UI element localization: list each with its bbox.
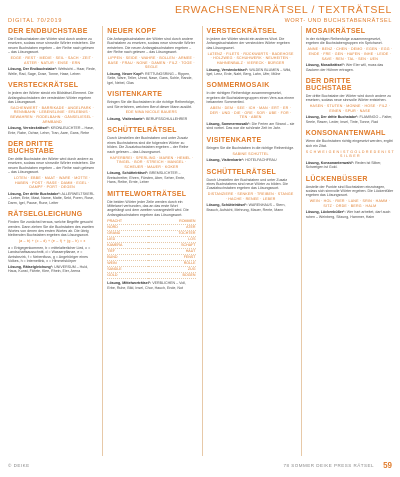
section-title: VISITENKARTE — [107, 91, 163, 99]
pair-right: ROLLE — [148, 261, 195, 267]
instructions: Wenn die Buchstaben richtig eingesetzt werden, ergibt sich ein Zitat. — [305, 139, 393, 148]
solution-text: WILDEN BLUMEN – Wild, Igel, Lenz, Erde, Naht, Berg, Lahn, Ufer, Mühe — [206, 67, 292, 76]
section-title: VERSTECKRÄTSEL — [8, 82, 79, 90]
solution-label: Lösung, Visitenkarte¹: — [107, 117, 145, 122]
solution-label: Lösung, Der Endbuchstabe¹: — [8, 67, 58, 72]
section-body — [8, 220, 96, 238]
puzzle-words: ANNE · BENZ · CHEN · DEMO · EGEN · EGG · ENDE · FRE · GEN · HAFEN · INHE · LEIDE · SAVE · REN · TAL · SEN · UEN — [307, 47, 393, 61]
table-row — [107, 273, 195, 279]
solution — [207, 203, 295, 212]
pair-left: WEIN — [107, 261, 148, 267]
instructions: Bringen Sie die Buchstaben in die richtige Reihenfolge, und Sie erfahren, welchen Beruf dieser Mann ausübt. — [107, 100, 195, 109]
section-title: DER ENDBUCHSTABE — [8, 28, 88, 35]
puzzle-section — [207, 137, 295, 163]
puzzle-section — [107, 191, 195, 290]
solution — [8, 192, 96, 205]
instructions: In der richtigen Reihenfolge zusammengesetzt, ergeben die Buchstabengruppen ein Sprichwort. — [305, 37, 383, 46]
puzzle-section — [8, 141, 96, 205]
solution-text: Weltsicht – Haar, Rede, Welle, Rad, Sage, Dose, Tonne, Hase, Leben — [8, 67, 96, 76]
solution-label: Lösung, Konsonantenwahl¹: — [305, 160, 355, 165]
solution-text: RETTUNGSRING – Rippen, Seile, Ware, Teller, Unrat, Nase, Gans, Sohle, Rande, Igel, Nebel, Glas — [107, 71, 193, 85]
puzzle-words: SACHENWERT · BARRIKADE · ANGELPARK · RENNBAHN · LEBENSLINIE · ERLEBNIS · BEWAHREN · RODELBAHN · GÄNSELIESEL · ARMBAND — [10, 105, 94, 124]
section-title: SCHÜTTELRÄTSEL — [206, 168, 277, 176]
pair-left: PRACHT — [107, 219, 148, 225]
puzzle-section — [207, 82, 295, 130]
puzzle-section — [8, 82, 96, 135]
solution — [107, 171, 195, 184]
word-pairs-table — [107, 219, 195, 279]
pair-left: GRAND — [107, 231, 148, 237]
section-title: MITTELWORTRÄTSEL — [107, 190, 187, 198]
copyright: © DEIKE — [8, 463, 30, 468]
page-footer — [8, 461, 392, 471]
solution — [306, 63, 394, 72]
solution — [8, 265, 96, 274]
section-title: KONSONANTENWAHL — [305, 130, 386, 138]
solution — [107, 117, 195, 121]
solution-text: Die Ferien am Strand – sie sind vorbei. Das war die schönste Zeit im Jahr. — [206, 121, 295, 131]
pair-left: NORD — [107, 225, 148, 231]
solution — [107, 281, 195, 290]
publication-label: 78 SOMMER DEIKE PRESS RÄTSEL — [283, 463, 374, 468]
puzzle-words: WEIN · HOL · RIER · LANE · SRIN · HAMM · SITZ · ORDE · BERG · HALM — [309, 199, 391, 208]
solution-text: VERBLICHEN – Voll, Erbe, Ruhe, Bild, Insel, Chor, Hauch, Ende, Not — [107, 281, 186, 290]
solution — [207, 158, 295, 162]
instructions: In jedem der Wörter steckt ein anderes Wort. Die Anfangsbuchstaben der versteckten Wörter ergeben das Lösungswort. — [206, 37, 290, 50]
pair-right: TOCHTER — [148, 231, 195, 237]
definitions-text: a = Entgegenkommen, b = mittelalterlicher Lied, c = Landschaftsausschnitt, d = Wasserpflanze, e = Amtsbezirk, f = Nebenfluss, g = Angehöriger eines Volkes, h = Internetlink, x = Himmelskörper — [8, 245, 91, 264]
solution-label: Lösung, Der dritte Buchstabe¹: — [8, 191, 61, 196]
section-body — [8, 157, 96, 175]
section-body — [306, 185, 394, 198]
solution-label: Lösung, Mittelworträtsel¹: — [107, 281, 152, 286]
instructions: Die Anfangsbuchstaben der Wörter sind durch andere Buchstaben zu ersetzen, sodass neue sinnvolle Wörter entstehen. Die neuen Anfangsbuchstaben ergeben – der Reihe nach gelesen – das Lösungswort. — [107, 37, 195, 55]
page-header — [8, 4, 392, 26]
solution-text: UNIVERSUM – Huld, Haus, Kunst, Fährte, Klee, Rhein, Eier, Arena — [8, 265, 89, 274]
pair-left: LIED — [107, 237, 148, 243]
page-number: 59 — [383, 461, 392, 470]
solution-text: ALLERWELTSKERL – Leber, Ente, Mast, Name, Matte, Sekt, Poren, Rose, Darm, Igel, Pause, Rune, Leiter — [8, 191, 95, 205]
section-title: DER DRITTE BUCHSTABE — [8, 141, 55, 156]
category-label: WORT- UND BUCHSTABENRÄTSEL — [284, 18, 392, 24]
pair-right: SCHAFT — [148, 243, 195, 249]
solution-label: Lösung, Der dritte Buchstabe¹: — [305, 115, 359, 120]
solution — [207, 68, 295, 77]
section-title: SOMMERMOSAIK — [206, 82, 270, 90]
section-body — [107, 100, 195, 109]
section-body — [207, 178, 295, 191]
puzzle-section — [107, 127, 195, 184]
solution — [207, 122, 295, 131]
pair-left: BUND — [107, 255, 148, 261]
puzzle-words: EDGE · REST · MEDIE · SEIL · SACH · ZEIT · ASTER · NATUR · ENSE · ERN — [10, 56, 94, 65]
column-1 — [8, 26, 96, 456]
puzzle-section — [8, 211, 96, 274]
column-3 — [202, 26, 295, 456]
section-title: NEUER KOPF — [107, 28, 157, 35]
column-4 — [301, 26, 394, 456]
pair-right: HAUT — [148, 249, 195, 255]
section-body — [107, 136, 195, 154]
section-title: SCHÜTTELRÄTSEL — [107, 127, 177, 135]
puzzle-words: LIPPEN · SEIDE · WAHRE · BOLLEN · ARMEE · BASE · FRAU · NONE · DAMEN · FILZ · TOGE · SEGLE — [108, 56, 195, 70]
section-body — [306, 139, 394, 148]
solution-text: WARENHAUS – Stern, Brauch, Aufsicht, Mehrung, Mauer, Rente, Mann — [206, 203, 286, 212]
puzzle-section — [306, 130, 394, 169]
puzzle-words: LOTEN · EBBE · MAAT · WARE · MOTTE · HABEN · POST · RASE · DAMM · EGEL · DAMPF · PORT · DEGEN — [13, 176, 91, 190]
solution-label: Lösung, Versteckrätsel¹: — [8, 126, 50, 131]
definitions — [8, 246, 96, 264]
solution-label: Lösung, Neuer Kopf¹: — [107, 71, 144, 76]
solution — [8, 67, 96, 76]
puzzle-words: S C H W E I G E N I S T G O L D R E D E N I S T S I L B E R — [305, 149, 394, 159]
solution-label: Lösung, Schüttelrätsel¹: — [107, 171, 149, 176]
section-title: RÄTSELGLEICHUNG — [8, 211, 83, 219]
section-title: VERSTECKRÄTSEL — [206, 28, 277, 35]
instructions: Der dritte Buchstabe der Wörter wird durch andere zu ersetzen, sodass neue sinnvolle Wörter entstehen. Die neuen Buchstaben ergeben – der Reihe nach gelesen – das Lösungswort. — [8, 157, 96, 175]
instructions: Anstelle der Punkte sind Buchstaben einzutragen, sodass sich sinnvolle Wörter ergeben. Die Lückenfüller ergeben das Lösungswort. — [305, 184, 394, 198]
instructions: Bringen Sie die Buchstaben in die richtige Reihenfolge. — [206, 145, 295, 150]
solution-label: Lösung, Visitenkarte¹: — [206, 158, 245, 163]
puzzle-section — [107, 91, 195, 121]
solution-label: Lösung, Schüttelrätsel¹: — [206, 203, 248, 208]
column-2 — [102, 26, 195, 456]
section-body — [207, 37, 295, 50]
puzzle-section — [107, 28, 195, 85]
pair-left: SANDLE — [107, 267, 148, 273]
section-body — [107, 200, 195, 218]
section-body — [107, 37, 195, 55]
section-body — [207, 146, 295, 150]
solution-text: KRONLEUCHTER – Hase, Ente, Rabe, Ochse, Lehm, Tran, Aare, Gans, Rebe — [8, 126, 94, 135]
puzzle-words: HASEN · STUTEN · MONNE · HOSE · FILZ · EINEN · SPUR · NASE — [309, 104, 391, 113]
puzzle-columns — [8, 26, 394, 456]
pair-right: ZUG — [148, 267, 195, 273]
puzzle-section — [207, 169, 295, 213]
pair-right: LOS — [148, 237, 195, 243]
instructions: In der richtigen Reihenfolge zusammengesetzt, ergeben die Buchstabengruppen einen Vers aus einem bekannten Sommerlied. — [206, 91, 295, 105]
pair-left: KAMERA — [107, 243, 148, 249]
puzzle-section — [207, 28, 295, 76]
instructions: Die Endbuchstaben der Wörter sind durch andere zu ersetzen, sodass neue sinnvolle Wörter entstehen. Die neuen Buchstaben ergeben – der Reihe nach gelesen – das Lösungswort. — [8, 37, 96, 55]
solution-text: HOTELFACHFRAU — [245, 158, 277, 163]
puzzle-words: (a – b) + (c – d) + (e – f) + (g – h) = x — [18, 239, 86, 244]
pair-left: TIEF — [107, 249, 148, 255]
issue-label: DIGITAL 70/2019 — [8, 18, 63, 24]
puzzle-words: ABEN · DEM · SEE · ICH · MAN · ERT · ER · DER · UND · DIE · ORE · SOR · UBE · FOR · TEN · ABEN — [209, 106, 292, 120]
solution-label: Lösung, Lückenbüßer¹: — [305, 210, 346, 215]
puzzle-words: LATENZ · FILETS · RÜCKWÄRTS · BADEHOSE · HOLZWEG · SCHUHWERK · NEUHEITEN · HAHNENBALZ · VIERECK · BÜRGER — [207, 51, 294, 65]
pair-right: ROMMEN — [148, 219, 195, 225]
page-title: ERWACHSENENRÄTSEL / TEXTRÄTSEL — [175, 4, 392, 16]
solution-text: Wer Eier will, muss das Gackern der Hühner ertragen. — [305, 63, 384, 72]
solution-text: FLAMINGO – Falter, Seele, Rasen, Leder, Insel, Tinte, Tonne, Rad — [305, 115, 393, 124]
pair-right: ATER — [148, 225, 195, 231]
solution-label: Lösung, Sommermosaik¹: — [206, 121, 251, 126]
instructions: Die beiden Wörter jeder Zeile werden durch ein Mittelwort verbunden, das an das erste Wort angehängt und dem zweiten vorangestellt wird. Die Anfangsbuchstaben ergeben das Lösungswort. — [107, 199, 189, 217]
instructions: Der dritte Buchstabe der Wörter wird durch andere zu ersetzen, sodass neue sinnvolle Wörter entstehen. — [305, 93, 392, 103]
section-title: LÜCKENBÜSSER — [305, 175, 368, 183]
section-body — [306, 94, 394, 103]
section-title: MOSAIKRÄTSEL — [305, 28, 366, 35]
puzzle-section — [306, 78, 394, 124]
section-body — [8, 37, 96, 55]
puzzle-section — [306, 176, 394, 220]
solution — [306, 161, 394, 170]
solution-text: Wer hart arbeitet, darf auch ruhen – Weinberg, Sitzung, Hammer, Halm — [305, 210, 391, 219]
solution-label: Lösung, Mosaikrätsel¹: — [305, 63, 345, 68]
instructions: Durch Umstellen der Buchstaben und unter Zusatz eines Buchstabens sind neue Wörter zu bilden. Die Zusatzbuchstaben ergeben das Lösungswort. — [206, 177, 289, 191]
puzzle-words: DISTANZIERE · SENKER · TREIBEN · STANGE · HACHE · RENEE · LEBER — [207, 192, 294, 201]
instructions: Finden Sie zunächst heraus, welche Begriffe gesucht werden. Dann ziehen Sie die Buchstaben des zweiten Wortes von denen des ersten Wortes ab. Die übrig bleibenden Buchstaben ergeben das Lösungswort. — [8, 220, 94, 238]
solution — [107, 72, 195, 85]
solution-label: Lösung, Versteckrätsel¹: — [206, 67, 249, 72]
solution — [306, 210, 394, 219]
section-title: DER DRITTE BUCHSTABE — [305, 77, 352, 92]
solution-text: BERUFSSCHULLEHRER — [145, 117, 188, 122]
instructions: In jedem der Wörter steckt ein Bildrätsel-Element. Die Anfangsbuchstaben der versteckten Wörter ergeben das Lösungswort. — [8, 91, 94, 104]
puzzle-section — [8, 28, 96, 76]
section-body — [8, 91, 96, 104]
section-body — [306, 37, 394, 46]
section-title: VISITENKARTE — [206, 136, 262, 144]
puzzle-words: HAFERBREI · SPERLING · MAREN · HEMEL · TINGEL · BOR · STREICH · MANGEL · SCHEUER · MAUER · KOKER — [109, 155, 194, 169]
puzzle-section — [306, 28, 394, 72]
instructions: Durch Umstellen der Buchstaben und unter Zusatz eines Buchstabens sind die folgenden Wörter zu bilden. Die Zusatzbuchstaben ergeben – der Reihe nach gelesen – das Lösungswort. — [107, 136, 189, 154]
puzzle-words: EDE NINA NICOLE BAUERS — [125, 110, 178, 115]
solution — [306, 115, 394, 124]
pair-right: FENST — [148, 255, 195, 261]
pair-left: GOLD — [107, 273, 148, 279]
puzzle-words: SABINE SCHÜTTEL — [232, 151, 269, 156]
solution-text: Reden ist Silber, Schweigen ist Gold. — [305, 160, 382, 170]
solution-label: Lösung, Rätselgleichung¹: — [8, 265, 54, 269]
solution — [8, 126, 96, 135]
pair-right: BOGEN — [148, 273, 195, 279]
section-body — [207, 91, 295, 104]
solution-text: BREMSLICHTER – Breischreiter, Ehren, Fürsten, Aber, Seher, Ernte, Hans, Reibe, Ernte, Leber — [107, 171, 186, 185]
